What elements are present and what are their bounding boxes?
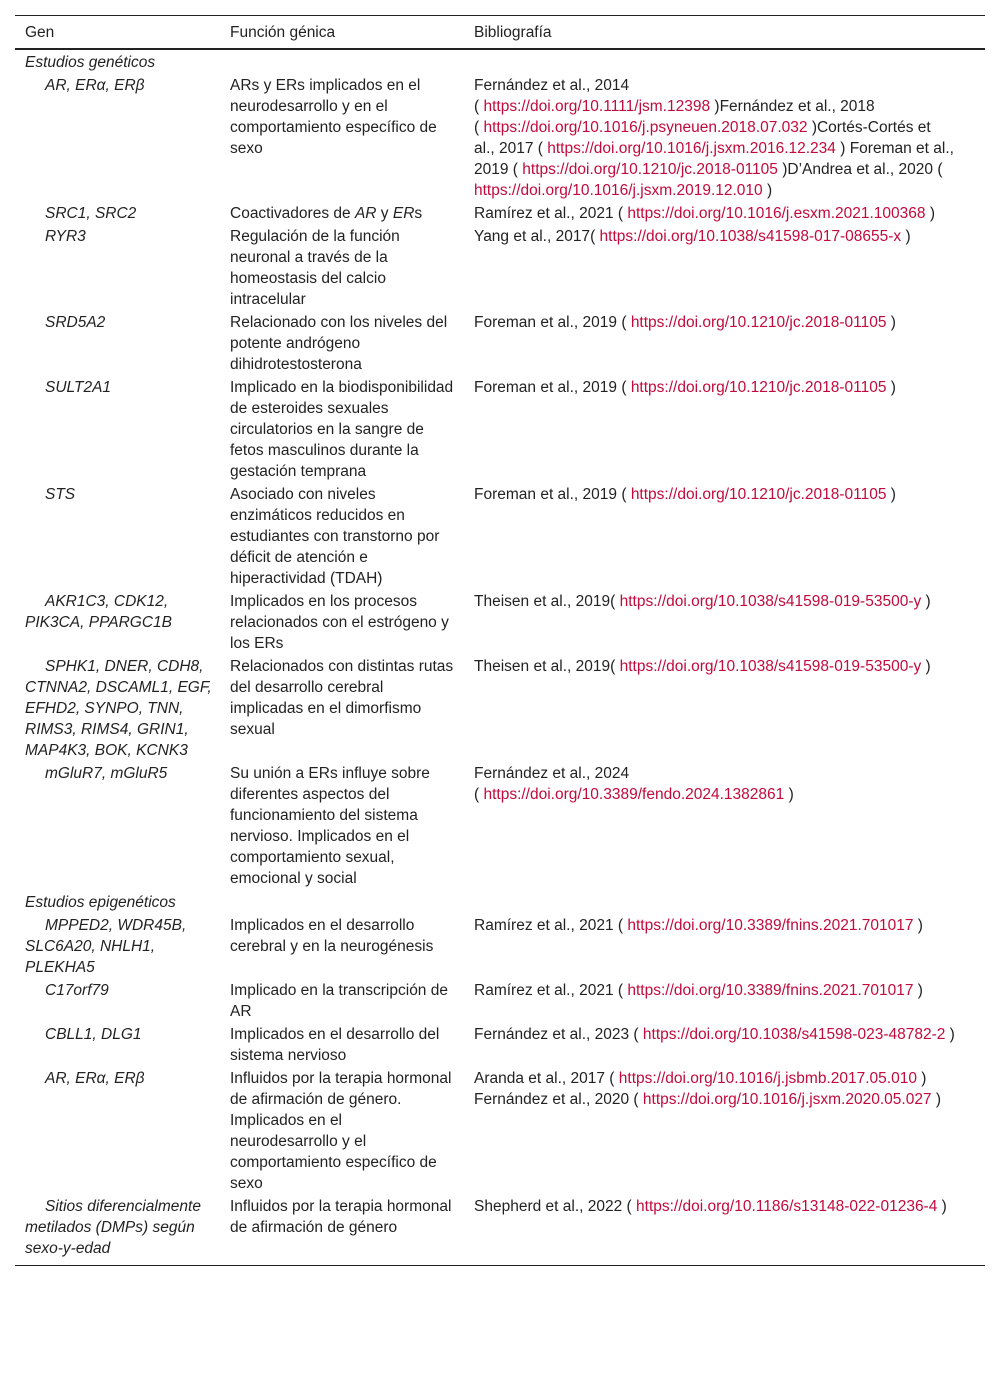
doi-link[interactable]: https://doi.org/10.1038/s41598-017-08655-x [599,228,902,245]
doi-link[interactable]: https://doi.org/10.1210/jc.2018-01105 [522,161,778,178]
reference-cell: Theisen et al., 2019( https://doi.org/10.1038/s41598-019-53500-y ) [474,593,931,610]
doi-link[interactable]: https://doi.org/10.1038/s41598-019-53500-y [619,658,922,675]
gene-cell: Sitios diferencialmente metilados (DMPs) según sexo-y-edad [15,1195,220,1266]
reference-author: Fernández et al., 2023 [474,1026,630,1043]
doi-link[interactable]: https://doi.org/10.1016/j.esxm.2021.100368 [627,205,926,222]
function-cell: Regulación de la función neuronal a través de la homeostasis del calcio intracelular [230,228,400,308]
function-cell: Su unión a ERs influye sobre diferentes aspectos del funcionamiento del sistema nervioso. Implicados en el comportamiento sexual, emocional y social [230,765,430,887]
function-cell: Relacionado con los niveles del potente andrógeno dihidrotestosterona [230,314,448,373]
doi-link[interactable]: https://doi.org/10.1111/jsm.12398 [483,98,711,115]
gene-cell: MPPED2, WDR45B, SLC6A20, NHLH1, PLEKHA5 [25,917,187,976]
reference-author: Fernández et al., 2018 [719,98,875,115]
section-row [15,890,985,914]
doi-link[interactable]: https://doi.org/10.1016/j.jsxm.2019.12.010 [474,182,763,199]
reference-author: Ramírez et al., 2021 [474,917,614,934]
table-row [15,1195,985,1266]
table-row [15,483,985,590]
gene-table [15,15,985,1266]
doi-link[interactable]: https://doi.org/10.1016/j.psyneuen.2018.07.032 [483,119,808,136]
reference-author: Theisen et al., 2019 [474,593,611,610]
reference-author: Foreman et al., 2019 [474,379,618,396]
reference-author: Aranda et al., 2017 [474,1070,605,1087]
gene-cell: AKR1C3, CDK12, PIK3CA, PPARGC1B [25,593,173,631]
header-gene: Gen [15,16,220,50]
table-row [15,590,985,655]
reference-author: Ramírez et al., 2021 [474,205,614,222]
gene-cell: mGluR7, mGluR5 [45,765,168,782]
reference-cell: Foreman et al., 2019 ( https://doi.org/10.1210/jc.2018-01105 ) [474,314,896,331]
function-cell: Implicados en el desarrollo del sistema nervioso [230,1026,440,1064]
reference-cell: Foreman et al., 2019 ( https://doi.org/10.1210/jc.2018-01105 ) [474,379,896,396]
reference-cell: Fernández et al., 2014 ( https://doi.org/10.1111/jsm.12398 )Fernández et al., 2018 ( https://doi.org/10.1016/j.psyneuen.2018.07.032 )Cortés-Cortés et al., 2017 ( https://doi.org/10.1016/j.jsxm.2016.12.234 ) Foreman et al., 2019 ( https://doi.org/10.1210/jc.2018-01105 )D’Andrea et al., 2020 ( https://doi.org/10.1016/j.jsxm.2019.12.010 ) [474,77,954,199]
function-cell: Implicado en la transcripción de AR [230,982,448,1020]
doi-link[interactable]: https://doi.org/10.3389/fnins.2021.701017 [627,982,914,999]
function-cell: Implicado en la biodisponibilidad de esteroides sexuales circulatorios en la sangre de fetos masculinos durante la gestación temprana [230,379,454,480]
reference-cell: Shepherd et al., 2022 ( https://doi.org/10.1186/s13148-022-01236-4 ) [464,1195,985,1266]
doi-link[interactable]: https://doi.org/10.1210/jc.2018-01105 [630,379,887,396]
table-row [15,202,985,225]
gene-cell: CBLL1, DLG1 [45,1026,142,1043]
doi-link[interactable]: https://doi.org/10.1016/j.jsbmb.2017.05.010 [618,1070,917,1087]
function-cell: Influidos por la terapia hormonal de afirmación de género. Implicados en el neurodesarrollo y el comportamiento específico de sexo [230,1070,452,1192]
reference-author: Fernández et al., 2020 [474,1091,630,1108]
table-row [15,655,985,762]
header-row [15,16,985,50]
doi-link[interactable]: https://doi.org/10.1016/j.jsxm.2016.12.234 [547,140,836,157]
table-row [15,762,985,890]
section-row [15,49,985,74]
table-row [15,74,985,202]
gene-cell: SRC1, SRC2 [45,205,137,222]
reference-author: Fernández et al., 2024 [474,765,630,782]
header-function: Función génica [220,16,464,50]
reference-author: Shepherd et al., 2022 [474,1198,623,1215]
reference-cell: Yang et al., 2017( https://doi.org/10.1038/s41598-017-08655-x ) [474,228,911,245]
reference-cell: Fernández et al., 2023 ( https://doi.org/10.1038/s41598-023-48782-2 ) [474,1026,955,1043]
reference-cell: Aranda et al., 2017 ( https://doi.org/10.1016/j.jsbmb.2017.05.010 ) Fernández et al., 2020 ( https://doi.org/10.1016/j.jsxm.2020.05.027 ) [474,1070,942,1108]
reference-author: Yang et al., 2017 [474,228,591,245]
table-row [15,376,985,483]
doi-link[interactable]: https://doi.org/10.1210/jc.2018-01105 [630,486,887,503]
reference-cell: Fernández et al., 2024 ( https://doi.org/10.3389/fendo.2024.1382861 ) [474,765,794,803]
section-title: Estudios genéticos [25,54,156,71]
reference-cell: Ramírez et al., 2021 ( https://doi.org/10.3389/fnins.2021.701017 ) [474,917,923,934]
table-row [15,914,985,979]
reference-cell: Foreman et al., 2019 ( https://doi.org/10.1210/jc.2018-01105 ) [474,486,896,503]
reference-author: Theisen et al., 2019 [474,658,611,675]
gene-cell: SULT2A1 [45,379,112,396]
reference-author: Foreman et al., 2019 [474,140,954,178]
section-title: Estudios epigenéticos [25,894,176,911]
gene-cell: SRD5A2 [45,314,106,331]
reference-author: Ramírez et al., 2021 [474,982,614,999]
gene-cell: AR, ERα, ERβ [45,77,145,94]
reference-cell: Ramírez et al., 2021 ( https://doi.org/10.3389/fnins.2021.701017 ) [474,982,923,999]
function-cell: Implicados en los procesos relacionados con el estrógeno y los ERs [230,593,449,652]
table-row [15,979,985,1023]
reference-cell: Theisen et al., 2019( https://doi.org/10.1038/s41598-019-53500-y ) [474,658,931,675]
doi-link[interactable]: https://doi.org/10.1016/j.jsxm.2020.05.027 [642,1091,932,1108]
gene-cell: AR, ERα, ERβ [45,1070,145,1087]
function-cell: Relacionados con distintas rutas del desarrollo cerebral implicadas en el dimorfismo sexual [230,658,454,738]
gene-table-container [15,15,985,1266]
gene-cell: RYR3 [45,228,86,245]
gene-cell: C17orf79 [45,982,109,999]
function-cell: Influidos por la terapia hormonal de afirmación de género [220,1195,464,1266]
header-bibliography: Bibliografía [464,16,985,50]
table-row [15,1023,985,1067]
table-row [15,1067,985,1195]
table-row [15,225,985,311]
function-cell: Asociado con niveles enzimáticos reducidos en estudiantes con transtorno por déficit de atención e hiperactividad (TDAH) [230,486,440,587]
table-row [15,311,985,376]
reference-author: Cortés-Cortés et al., 2017 [474,119,931,157]
function-cell: Implicados en el desarrollo cerebral y en la neurogénesis [230,917,434,955]
reference-cell: Ramírez et al., 2021 ( https://doi.org/10.1016/j.esxm.2021.100368 ) [474,205,935,222]
doi-link[interactable]: https://doi.org/10.1210/jc.2018-01105 [630,314,887,331]
reference-author: Foreman et al., 2019 [474,314,618,331]
doi-link[interactable]: https://doi.org/10.3389/fendo.2024.1382861 [483,786,785,803]
reference-author: Fernández et al., 2014 [474,77,630,94]
function-cell: ARs y ERs implicados en el neurodesarrollo y en el comportamiento específico de sexo [230,77,437,157]
reference-author: Foreman et al., 2019 [474,486,618,503]
gene-cell: STS [45,486,76,503]
doi-link[interactable]: https://doi.org/10.1038/s41598-019-53500-y [619,593,922,610]
doi-link[interactable]: https://doi.org/10.3389/fnins.2021.701017 [627,917,914,934]
gene-cell: SPHK1, DNER, CDH8, CTNNA2, DSCAML1, EGF, EFHD2, SYNPO, TNN, RIMS3, RIMS4, GRIN1, MAP4K3, BOK, KCNK3 [25,658,212,759]
doi-link[interactable]: https://doi.org/10.1186/s13148-022-01236-4 [636,1198,938,1215]
doi-link[interactable]: https://doi.org/10.1038/s41598-023-48782-2 [642,1026,946,1043]
reference-author: D’Andrea et al., 2020 [787,161,934,178]
function-cell: Coactivadores de AR y ERs [230,205,423,222]
